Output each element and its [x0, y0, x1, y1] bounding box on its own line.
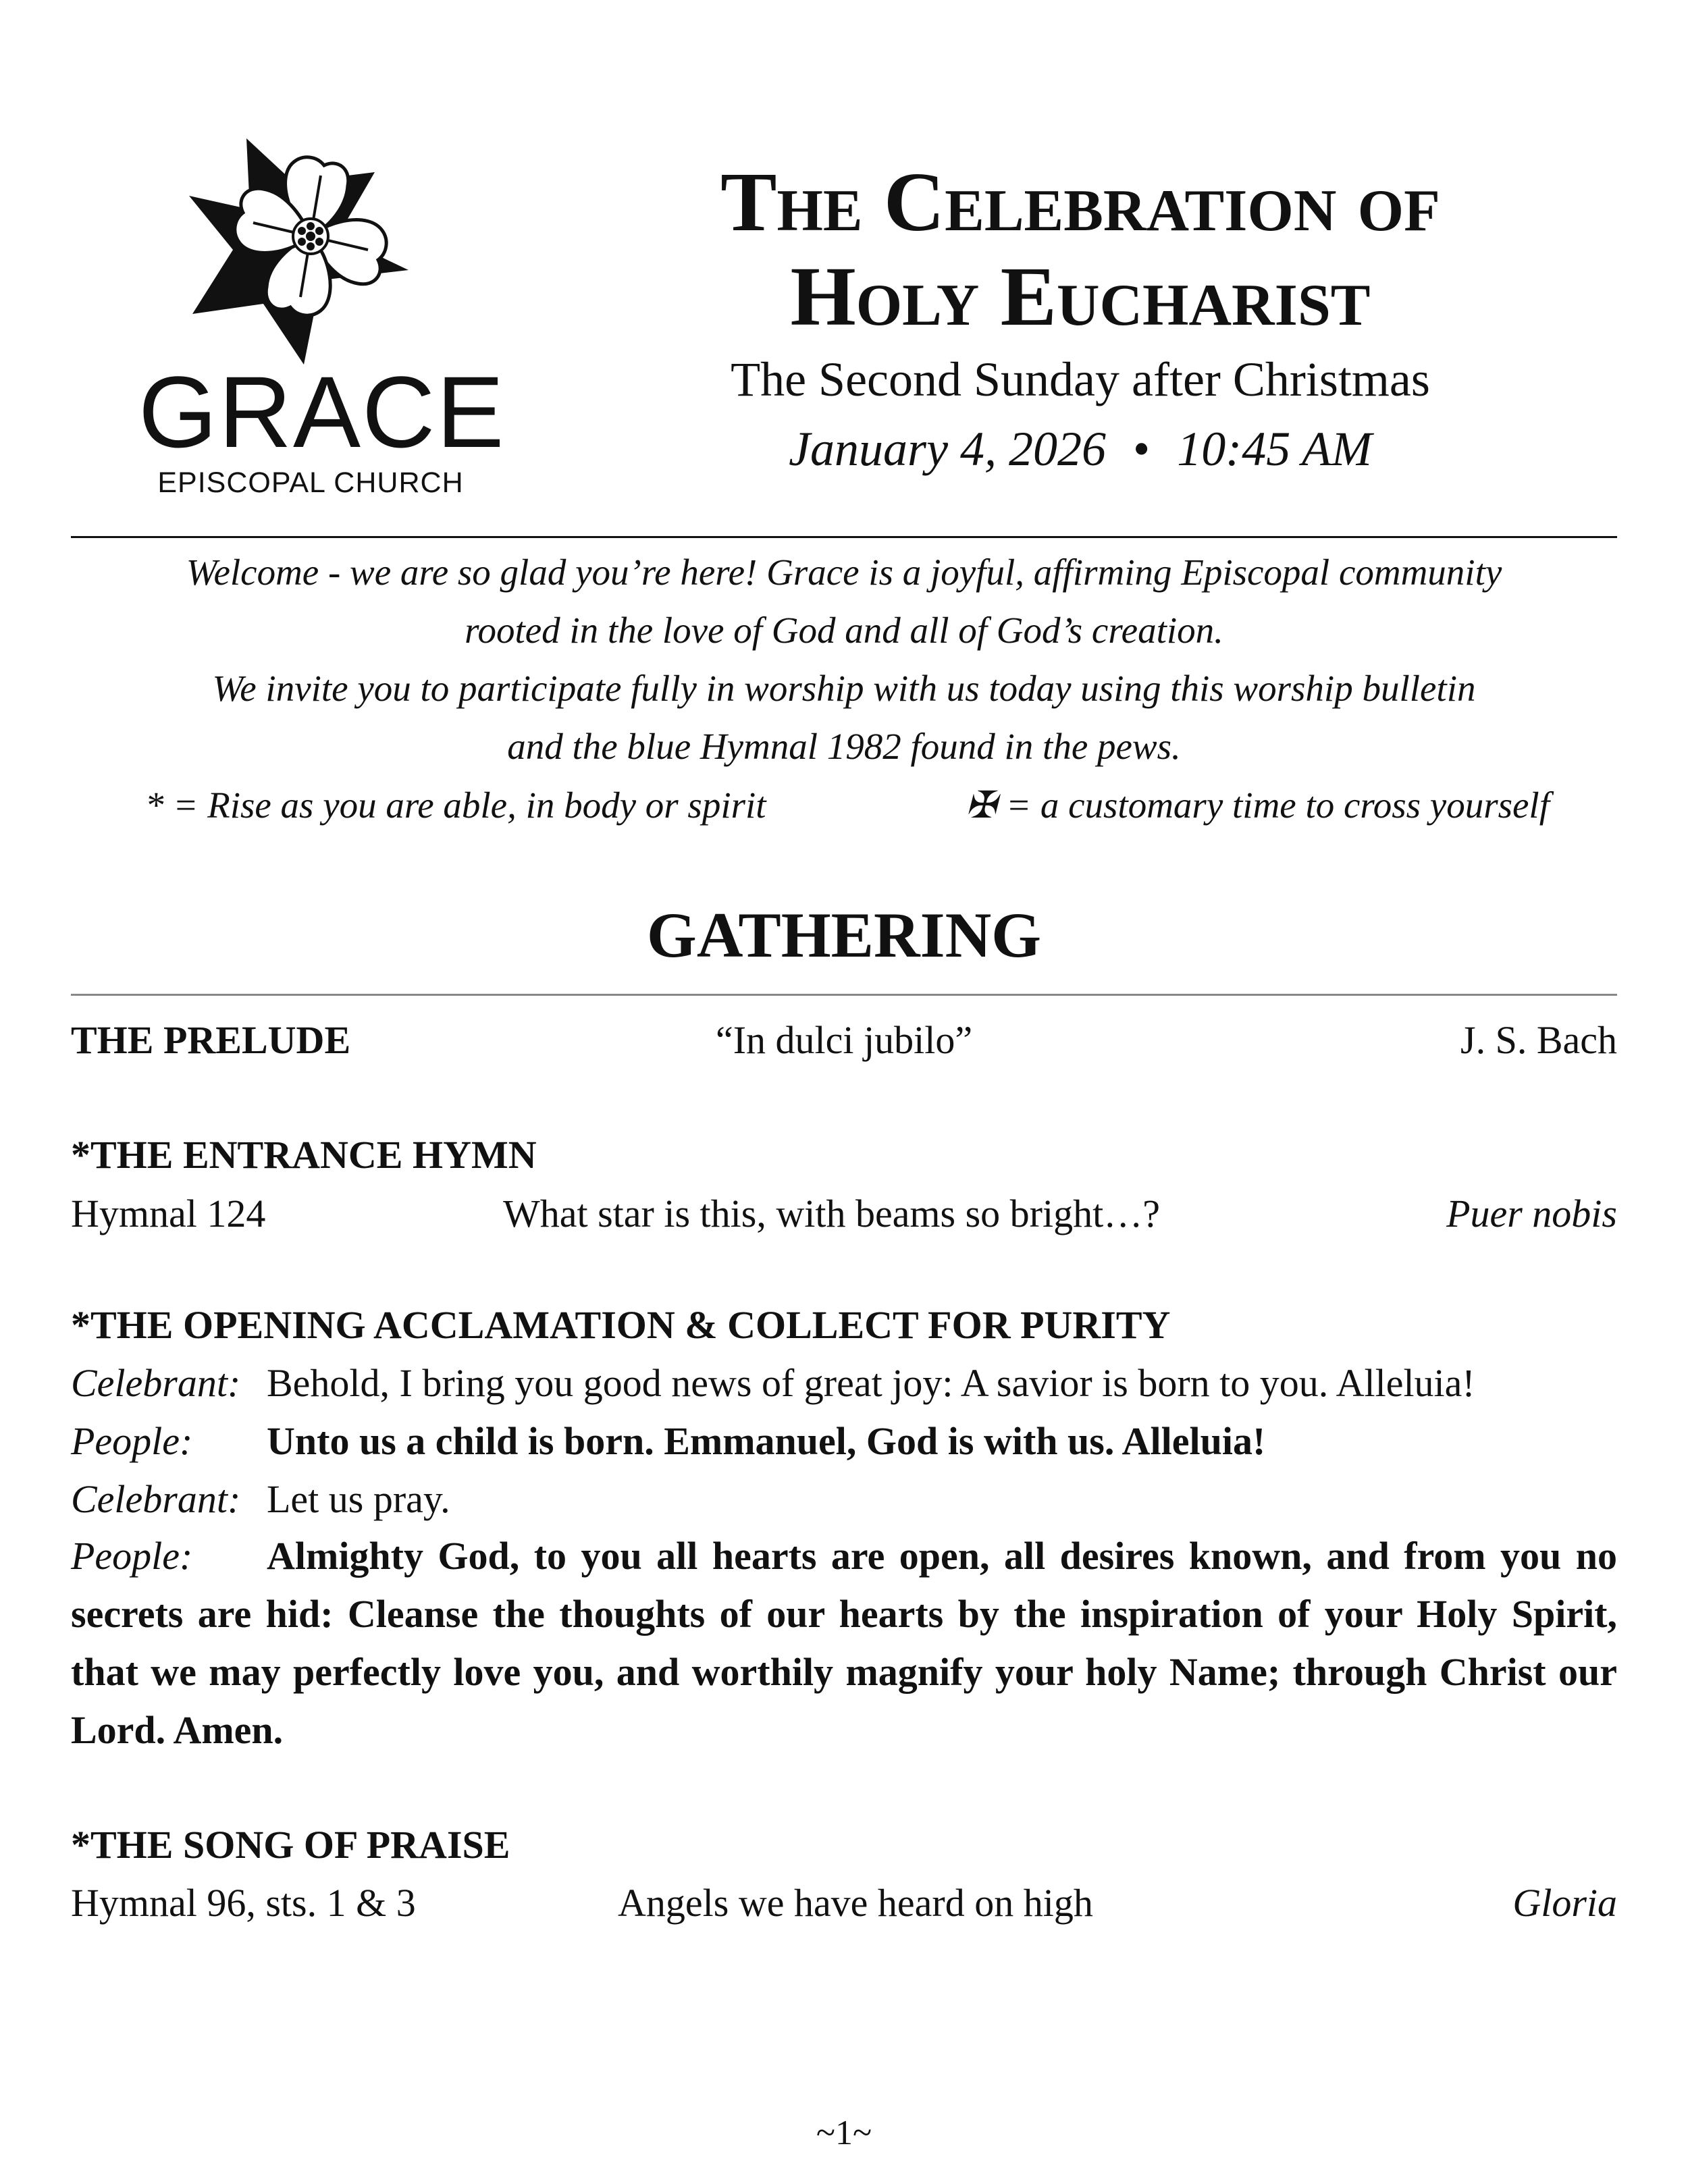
dogwood-flower-icon [186, 135, 436, 368]
dialog-text: Let us pray. [267, 1477, 450, 1521]
service-date: January 4, 2026 [789, 422, 1107, 476]
section-divider [71, 994, 1617, 996]
entrance-hymn-title: What star is this, with beams so bright…? [503, 1192, 1160, 1235]
entrance-hymn-heading: *THE ENTRANCE HYMN [71, 1133, 537, 1177]
song-of-praise-title: Angels we have heard on high [618, 1881, 1093, 1925]
dialog-text: Unto us a child is born. Emmanuel, God is with us. Alleluia! [267, 1419, 1266, 1463]
church-logo [138, 135, 506, 499]
dialog-role: Celebrant: [71, 1477, 241, 1521]
dialog-text: Behold, I bring you good news of great joy: A savior is born to you. Alleluia! [267, 1361, 1475, 1405]
welcome-line: We invite you to participate fully in worship with us today using this worship bulletin [212, 668, 1476, 709]
dialog-role: Celebrant: [71, 1361, 241, 1405]
dialog-role: People: [71, 1534, 193, 1578]
service-title-block [648, 155, 1512, 483]
service-occasion: The Second Sunday after Christmas [731, 352, 1430, 406]
legend-rise: * = Rise as you are able, in body or spirit [145, 784, 766, 826]
acclamation-heading: *THE OPENING ACCLAMATION & COLLECT FOR PURITY [71, 1303, 1171, 1347]
welcome-line: rooted in the love of God and all of God’s creation. [465, 610, 1223, 651]
prelude-piece: “In dulci jubilo” [716, 1018, 973, 1062]
entrance-hymn-tune: Puer nobis [1446, 1192, 1617, 1235]
song-of-praise-row [71, 1874, 1617, 1932]
collect-for-purity [71, 1527, 1617, 1759]
church-subtitle: EPISCOPAL CHURCH [157, 467, 464, 499]
welcome-line: and the blue Hymnal 1982 found in the pews. [507, 726, 1181, 767]
entrance-hymn-number: Hymnal 124 [71, 1192, 266, 1235]
section-title: GATHERING [646, 899, 1042, 971]
church-name: GRACE [138, 355, 506, 469]
prelude-composer: J. S. Bach [1460, 1018, 1617, 1062]
collect-text: Almighty God, to you all hearts are open, all desires known, and from you no secrets are hid: Cleanse the thoughts of our hearts by the inspiration of your Holy Spirit, that we may perfectly love you, and worthily magnify your holy Name; through Christ our Lord. Amen. [71, 1534, 1617, 1752]
prelude-row [71, 1011, 1617, 1069]
song-of-praise-heading: *THE SONG OF PRAISE [71, 1823, 510, 1867]
service-title-line-2: Holy Eucharist [790, 250, 1371, 344]
service-dateline [648, 415, 1512, 483]
service-title-line-1: The Celebration of [720, 156, 1440, 249]
song-of-praise-number: Hymnal 96, sts. 1 & 3 [71, 1881, 416, 1925]
page-number: ~1~ [816, 2114, 872, 2152]
prelude-label: THE PRELUDE [71, 1018, 351, 1062]
song-of-praise-tune: Gloria [1512, 1881, 1617, 1925]
header-divider [71, 536, 1617, 538]
welcome-message [71, 543, 1617, 776]
entrance-hymn-row [71, 1185, 1617, 1243]
welcome-line: Welcome - we are so glad you’re here! Grace is a joyful, affirming Episcopal community [186, 552, 1502, 593]
service-time: 10:45 AM [1177, 422, 1372, 476]
legend-cross: ✠ = a customary time to cross yourself [966, 784, 1550, 826]
date-separator: • [1133, 422, 1151, 476]
dialog-role: People: [71, 1419, 193, 1463]
